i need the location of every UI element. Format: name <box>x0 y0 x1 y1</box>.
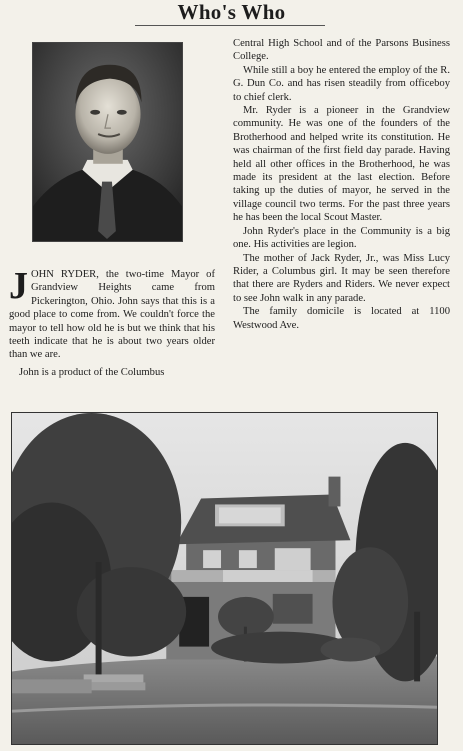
article-paragraph: The family domicile is located at 1100 Westwood Ave. <box>233 306 450 331</box>
article-paragraph: John is a product of the Columbus <box>19 366 165 378</box>
article-right-column <box>233 37 450 332</box>
article-paragraph: The mother of Jack Ryder, Jr., was Miss Lucy Rider, a Columbus girl. It may be seen therefore that there are Ryders and Riders. We never expect to see John walk in any parade. <box>233 252 450 304</box>
house-photo <box>11 412 438 745</box>
article-intro-paragraph <box>9 265 215 362</box>
title-divider <box>135 25 325 26</box>
article-paragraph: Mr. Ryder is a pioneer in the Grandview community. He was one of the founders of the Brotherhood and helped write its constitution. He was chairman of the first field day parade. Having held all other offices in the Brotherhood, he was made its president at the last election. Before taking up the duties of mayor, he served in the village council two terms. For the past three years he has been the local Scout Master. <box>233 105 450 224</box>
portrait-photo <box>32 42 183 242</box>
article-paragraph: Central High School and of the Parsons Business College. <box>233 38 450 63</box>
article-paragraph: John Ryder's place in the Community is a big one. His activities are legion. <box>233 225 450 251</box>
article-paragraph: While still a boy he entered the employ of the R. G. Dun Co. and has risen steadily from officeboy to chief clerk. <box>233 64 450 103</box>
article-left-column <box>9 265 215 379</box>
intro-text: OHN RYDER, the two-time Mayor of Grandview Heights came from Pickerington, Ohio. John says that this is a good place to come from. We couldn't force the mayor to tell how old he is but we think that his teeth indicate that he is about two years older than we are. <box>9 269 215 361</box>
page-title: Who's Who <box>177 0 286 24</box>
drop-cap: J <box>9 265 28 307</box>
